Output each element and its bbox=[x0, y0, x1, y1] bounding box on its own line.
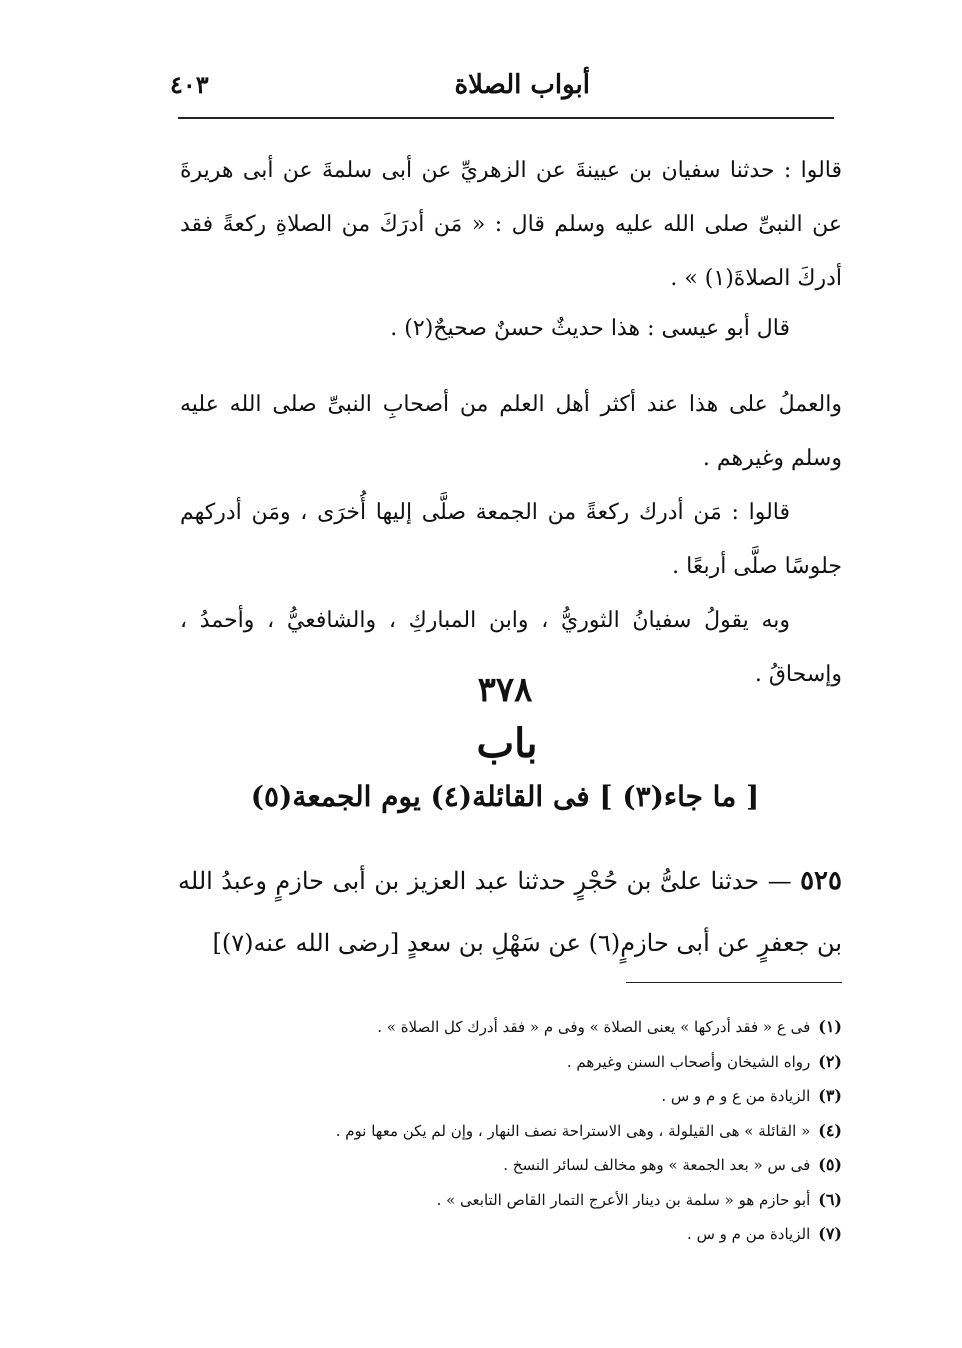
hadith-paragraph bbox=[178, 850, 842, 974]
footnotes-list bbox=[180, 1010, 842, 1252]
chapter-bab-heading: باب bbox=[476, 720, 538, 767]
footnote-marker: (١) bbox=[818, 1017, 842, 1036]
footnote-marker: (٤) bbox=[818, 1120, 842, 1140]
paragraph-jumua-rule: قالوا : مَن أدرك ركعةً من الجمعة صلَّى إليها أُخرَى ، ومَن أدركهم جلوسًا صلَّى أربعًا . bbox=[180, 500, 842, 579]
footnote-item bbox=[180, 1217, 842, 1252]
footnote-text: الزيادة من م و س . bbox=[687, 1225, 811, 1243]
footnote-item bbox=[180, 1045, 842, 1080]
running-title: أبواب الصلاة bbox=[454, 70, 590, 100]
footnote-text: فى ع « فقد أدركها » يعنى الصلاة » وفى م « فقد أدرك كل الصلاة » . bbox=[377, 1018, 811, 1036]
footnote-item bbox=[180, 1114, 842, 1149]
footnote-separator bbox=[626, 982, 842, 983]
footnote-item bbox=[180, 1079, 842, 1114]
footnote-marker: (٥) bbox=[818, 1155, 842, 1174]
hadith-number: ٥٢٥ bbox=[800, 866, 842, 896]
footnote-text: « القائلة » هى القيلولة ، وهى الاستراحة نصف النهار ، وإن لم يكن معها نوم . bbox=[335, 1121, 811, 1140]
chapter-number: ٣٧٨ bbox=[477, 670, 533, 710]
footnote-item bbox=[180, 1148, 842, 1183]
header-rule bbox=[178, 117, 834, 119]
footnote-item bbox=[180, 1183, 842, 1218]
paragraph-abu-isa-grading: قال أبو عيسى : هذا حديثٌ حسنٌ صحيحٌ(٢) . bbox=[390, 316, 790, 341]
paragraph-isnad: قالوا : حدثنا سفيان بن عيينةَ عن الزهريِّ عن أبى سلمةَ عن أبى هريرةَ عن النبىِّ صلى الله عليه وسلم قال : « مَن أدرَكَ من الصلاةِ ركعةً فقد أدركَ الصلاةَ(١) » . bbox=[180, 158, 842, 291]
page-number: ٤٠٣ bbox=[170, 70, 209, 99]
footnote-item bbox=[180, 1010, 842, 1045]
footnote-marker: (٣) bbox=[818, 1086, 842, 1105]
footnote-marker: (٧) bbox=[818, 1224, 842, 1243]
footnote-text: رواه الشيخان وأصحاب السنن وغيرهم . bbox=[566, 1052, 811, 1071]
paragraph-practice: والعملُ على هذا عند أكثر أهل العلم من أصحابِ النبىِّ صلى الله عليه وسلم وغيرهم . bbox=[180, 392, 842, 471]
hadith-text: — حدثنا علىُّ بن حُجْرٍ حدثنا عبد العزيز بن أبى حازمٍ وعبدُ الله بن جعفرٍ عن أبى حازمٍ(٦) عن سَهْلِ بن سعدٍ [رضى الله عنه(٧)] bbox=[178, 867, 842, 957]
footnote-marker: (٦) bbox=[818, 1189, 842, 1209]
footnote-text: أبو حازم هو « سلمة بن دينار الأعرج التمار القاص التابعى » . bbox=[436, 1190, 811, 1209]
footnote-text: فى س « بعد الجمعة » وهو مخالف لسائر النسخ . bbox=[503, 1156, 811, 1174]
footnote-marker: (٢) bbox=[818, 1051, 842, 1071]
chapter-title: [ ما جاء(٣) ] فى القائلة(٤) يوم الجمعة(٥) bbox=[250, 780, 760, 813]
page-header bbox=[170, 62, 840, 112]
paragraph-scholars: وبه يقولُ سفيانُ الثوريُّ ، وابن المباركِ ، والشافعيُّ ، وأحمدُ ، وإسحاقُ . bbox=[180, 608, 842, 687]
footnote-text: الزيادة من ع و م و س . bbox=[661, 1087, 811, 1105]
